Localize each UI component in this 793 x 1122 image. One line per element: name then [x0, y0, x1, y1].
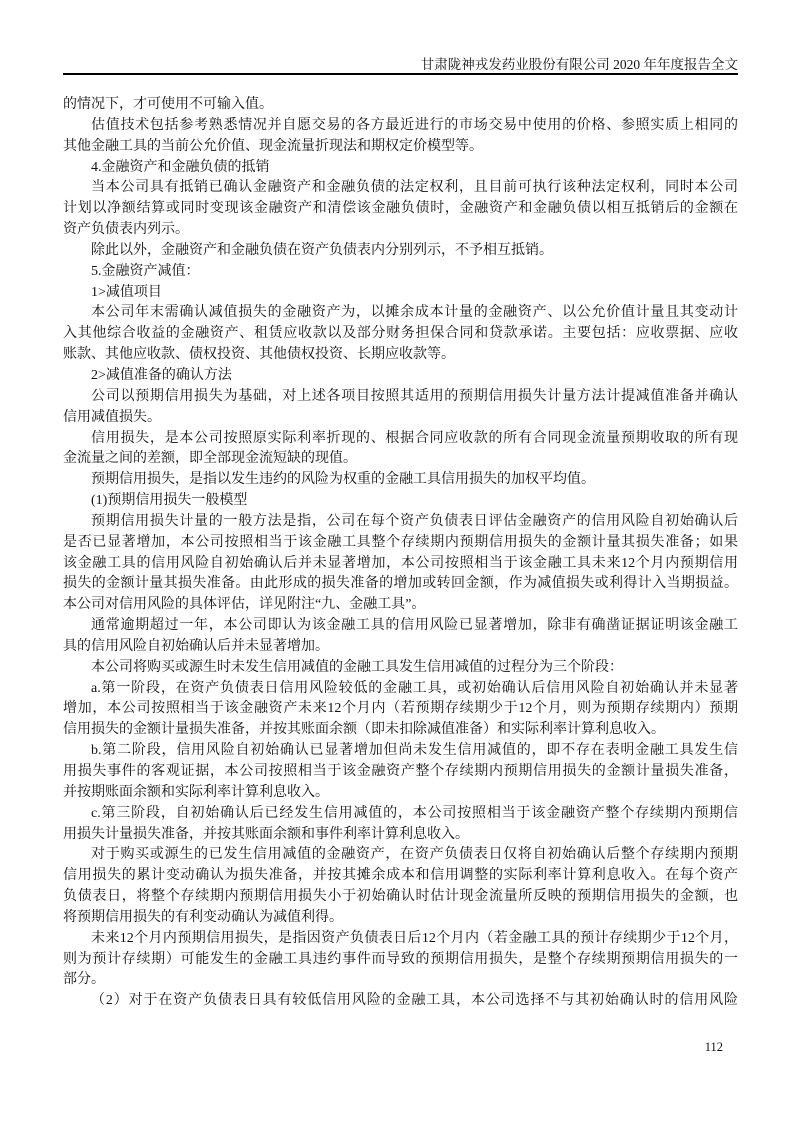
text-line: 4.金融资产和金融负债的抵销 — [91, 159, 270, 175]
text-line: 通常逾期超过一年，本公司即认为该金融工具的信用风险已显著增加，除非有确凿证据证明该金融工 — [91, 618, 738, 634]
text-line: 估值技术包括参考熟悉情况并自愿交易的各方最近进行的市场交易中使用的价格、参照实质上相同的 — [91, 117, 738, 133]
text-line: 信用减值损失。 — [63, 409, 161, 425]
page-header-title: 甘肃陇神戎发药业股份有限公司 2020 年年度报告全文 — [420, 57, 738, 72]
header-divider-rule — [63, 73, 738, 75]
text-line: 具的信用风险自初始确认后并未显著增加。 — [63, 638, 329, 654]
text-line: 并按期账面余额和实际利率计算利息收入。 — [63, 784, 329, 800]
text-line: 增加，本公司按照相当于该金融资产未来12个月内（若预期存续期少于12个月，则为预期存续期内）预期 — [63, 701, 738, 717]
text-line: 本公司对信用风险的具体评估，详见附注“九、金融工具”。 — [63, 597, 426, 613]
page-body-text — [63, 95, 738, 1012]
text-line: 资产负债表内列示。 — [63, 222, 189, 238]
text-line: 用损失计量损失准备，并按其账面余额和事件利率计算利息收入。 — [63, 826, 469, 842]
text-line: 信用损失的累计变动确认为损失准备，并按其摊余成本和信用调整的实际利率计算利息收入。在每个资产 — [63, 868, 738, 884]
text-line: 用损失事件的客观证据，本公司按照相当于该金融资产整个存续期内预期信用损失的金额计量损失准备， — [63, 764, 738, 779]
text-line: 当本公司具有抵销已确认金融资产和金融负债的法定权利，且目前可执行该种法定权利，同时本公司 — [91, 180, 738, 196]
text-line: 的情况下，才可使用不可输入值。 — [63, 97, 273, 112]
text-line: 计划以净额结算或同时变现该金融资产和清偿该金融负债时，金融资产和金融负债以相互抵销后的金额在 — [63, 201, 738, 217]
page-number: 112 — [704, 1040, 723, 1054]
text-line: 该金融工具的信用风险自初始确认后并未显著增加，本公司按照相当于该金融工具未来12个月内预期信用 — [63, 555, 738, 571]
text-line: b.第二阶段，信用风险自初始确认已显著增加但尚未发生信用减值的，即不存在表明金融工具发生信 — [91, 743, 738, 759]
text-line: c.第三阶段，自初始确认后已经发生信用减值的，本公司按照相当于该金融资产整个存续期内预期信 — [91, 805, 738, 821]
text-line: 5.金融资产减值： — [91, 263, 200, 279]
text-line: 损失的金额计量其损失准备。由此形成的损失准备的增加或转回金额，作为减值损失或利得计入当期损益。 — [63, 576, 738, 592]
text-line: 2>减值准备的确认方法 — [91, 367, 232, 383]
text-line: 除此以外，金融资产和金融负债在资产负债表内分别列示，不予相互抵销。 — [91, 242, 553, 258]
text-line: 预期信用损失，是指以发生违约的风险为权重的金融工具信用损失的加权平均值。 — [91, 472, 595, 488]
text-line: 1>减值项目 — [91, 284, 162, 300]
text-line: 预期信用损失计量的一般方法是指，公司在每个资产负债表日评估金融资产的信用风险自初始确认后 — [91, 513, 738, 529]
text-line: 金流量之间的差额，即全部现金流短缺的现值。 — [63, 451, 357, 467]
text-line: 未来12个月内预期信用损失，是指因资产负债表日后12个月内（若金融工具的预计存续期少于12个月， — [91, 930, 738, 946]
text-line: 对于购买或源生的已发生信用减值的金融资产，在资产负债表日仅将自初始确认后整个存续期内预期 — [91, 847, 738, 863]
text-line: a.第一阶段，在资产负债表日信用风险较低的金融工具，或初始确认后信用风险自初始确认并未显著 — [91, 680, 738, 696]
text-line: 信用损失，是本公司按照原实际利率折现的、根据合同应收款的所有合同现金流量预期收取的所有现 — [91, 430, 738, 446]
text-line: 其他金融工具的当前公允价值、现金流量折现法和期权定价模型等。 — [63, 138, 483, 154]
text-line: 公司以预期信用损失为基础，对上述各项目按照其适用的预期信用损失计量方法计提减值准备并确认 — [91, 388, 738, 404]
text-line: (1)预期信用损失一般模型 — [91, 493, 248, 509]
text-line: （2）对于在资产负债表日具有较低信用风险的金融工具，本公司选择不与其初始确认时的信用风险 — [91, 993, 738, 1009]
text-line: 将预期信用损失的有利变动确认为减值利得。 — [63, 909, 343, 925]
text-line: 部分。 — [63, 972, 105, 988]
text-line: 是否已显著增加，本公司按照相当于该金融工具整个存续期内预期信用损失的金额计量其损失准备；如果 — [63, 534, 738, 550]
text-line: 则为预计存续期）可能发生的金融工具违约事件而导致的预期信用损失，是整个存续期预期信用损失的一 — [63, 951, 738, 967]
text-line: 账款、其他应收款、债权投资、其他债权投资、长期应收款等。 — [63, 347, 455, 363]
text-line: 本公司年末需确认减值损失的金融资产为，以摊余成本计量的金融资产、以公允价值计量且其变动计 — [91, 305, 738, 321]
text-line: 负债表日，将整个存续期内预期信用损失小于初始确认时估计现金流量所反映的预期信用损失的金额，也 — [63, 889, 738, 905]
text-line: 入其他综合收益的金融资产、租赁应收款以及部分财务担保合同和贷款承诺。主要包括：应收票据、应收 — [63, 326, 738, 342]
text-line: 信用损失的金额计量损失准备，并按其账面余额（即未扣除减值准备）和实际利率计算利息收入。 — [63, 722, 665, 738]
text-line: 本公司将购买或源生时未发生信用减值的金融工具发生信用减值的过程分为三个阶段： — [91, 659, 623, 675]
